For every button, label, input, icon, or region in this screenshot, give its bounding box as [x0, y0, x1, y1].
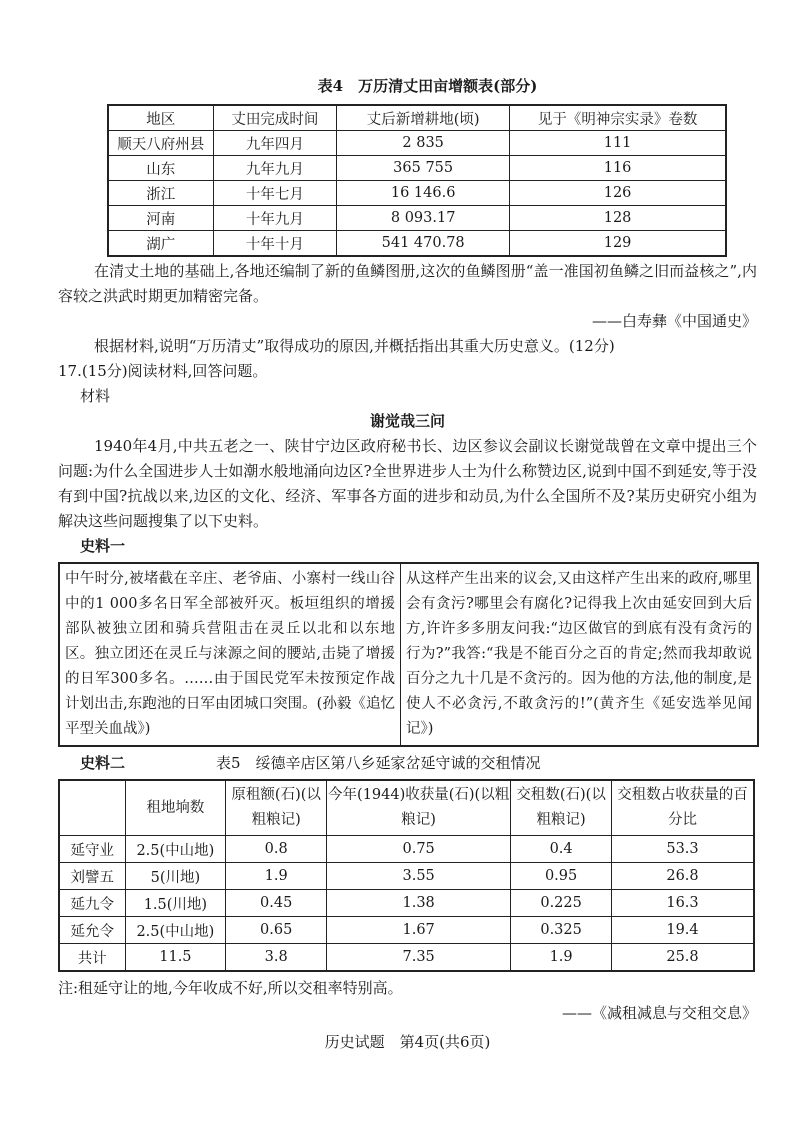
table-cell: 2.5(中山地): [125, 836, 226, 863]
table-row: [108, 131, 726, 156]
table-row: [59, 836, 754, 863]
source1-left: 中午时分,被堵截在辛庄、老爷庙、小寨村一线山谷中的1 000多名日军全部被歼灭。板垣组织的增援部队被独立团和骑兵营阻击在灵丘以北和以东地区。独立团还在灵丘与涞源之间的腰站,击毙了增援的日军300多名。……由于国民党军未按预定作战计划出击,东跑池的日军由团城口突围。(孙毅《追忆平型关血战》): [60, 564, 401, 745]
table-cell: 0.8: [226, 836, 327, 863]
table-header: 今年(1944)收获量(石)(以粗粮记): [327, 780, 511, 836]
q16-question: 根据材料,说明“万历清丈”取得成功的原因,并概括指出其重大历史意义。(12分): [94, 337, 615, 355]
source2-heading: [58, 751, 757, 776]
table-cell: 刘譬五: [59, 863, 125, 890]
table-cell: 1.67: [327, 917, 511, 944]
table-header: 交租数占收获量的百分比: [611, 780, 754, 836]
table-cell: 0.4: [511, 836, 612, 863]
table-cell: 2.5(中山地): [125, 917, 226, 944]
q17-intro: 1940年4月,中共五老之一、陕甘宁边区政府秘书长、边区参议会副议长谢觉哉曾在文章中提出三个问题:为什么全国进步人士如潮水般地涌向边区?全世界进步人士为什么称赞边区,说到中国不到延安,等于没有到中国?抗战以来,边区的文化、经济、军事各方面的进步和动员,为什么全国所不及?某历史研究小组为解决这些问题搜集了以下史料。: [58, 437, 757, 530]
table-header: [59, 780, 125, 836]
page-content: [58, 74, 757, 1055]
table-row: [59, 944, 754, 972]
table-header: 丈后新增耕地(顷): [337, 105, 510, 131]
table-cell: 十年十月: [213, 231, 337, 257]
table-row: [59, 863, 754, 890]
table-cell: 25.8: [611, 944, 754, 972]
source2-label: 史料二: [80, 754, 126, 772]
table-header: 原租额(石)(以粗粮记): [226, 780, 327, 836]
table-cell: 365 755: [337, 156, 510, 181]
table-header: 交租数(石)(以粗粮记): [511, 780, 612, 836]
table-cell: 111: [510, 131, 726, 156]
q16-note-paragraph: 在清丈土地的基础上,各地还编制了新的鱼鳞图册,这次的鱼鳞图册“盖一准国初鱼鳞之旧而益核之”,内容较之洪武时期更加精密完备。: [58, 262, 757, 305]
table-cell: 山东: [108, 156, 213, 181]
table-header-row: [108, 105, 726, 131]
table4: [107, 104, 727, 257]
table5-title: 表5 绥德辛店区第八乡延家岔延守诚的交租情况: [216, 754, 541, 772]
table-cell: 8 093.17: [337, 206, 510, 231]
table-row: [108, 156, 726, 181]
table-cell: 26.8: [611, 863, 754, 890]
table-cell: 延守业: [59, 836, 125, 863]
table-cell: 53.3: [611, 836, 754, 863]
table-header: 见于《明神宗实录》卷数: [510, 105, 726, 131]
q17-header: 17.(15分)阅读材料,回答问题。: [58, 362, 268, 380]
table-cell: 0.45: [226, 890, 327, 917]
table-cell: 顺天八府州县: [108, 131, 213, 156]
table5: [58, 779, 755, 972]
table-cell: 5(川地): [125, 863, 226, 890]
source1-box: [58, 562, 759, 747]
material-title: 谢觉哉三问: [369, 412, 445, 430]
table-cell: 3.8: [226, 944, 327, 972]
table-cell: 0.65: [226, 917, 327, 944]
table-cell: 129: [510, 231, 726, 257]
table-cell: 126: [510, 181, 726, 206]
table-cell: 1.9: [226, 863, 327, 890]
table-cell: 0.75: [327, 836, 511, 863]
table-cell: 0.325: [511, 917, 612, 944]
table-cell: 128: [510, 206, 726, 231]
source1-label: 史料一: [80, 537, 126, 555]
table-cell: 0.95: [511, 863, 612, 890]
table-row: [108, 206, 726, 231]
table-cell: 十年七月: [213, 181, 337, 206]
table5-note: 注:租延守让的地,今年收成不好,所以交租率特别高。: [58, 979, 403, 997]
table-row: [59, 917, 754, 944]
table-cell: 7.35: [327, 944, 511, 972]
table-cell: 河南: [108, 206, 213, 231]
source1-right: 从这样产生出来的议会,又由这样产生出来的政府,哪里会有贪污?哪里会有腐化?记得我上次由延安回到大后方,许许多多朋友问我:“边区做官的到底有没有贪污的行为?”我答:“我是不能百分之百的肯定;然而我却敢说百分之九十几是不贪污的。因为他的方法,他的制度,是使人不必贪污,不敢贪污的!”(黄齐生《延安选举见闻记》): [406, 571, 752, 737]
table-cell: 浙江: [108, 181, 213, 206]
q16-note-source: ——白寿彝《中国通史》: [591, 312, 757, 330]
table-cell: 湖广: [108, 231, 213, 257]
table-cell: 1.38: [327, 890, 511, 917]
table-cell: 1.9: [511, 944, 612, 972]
table-row: [108, 181, 726, 206]
table-cell: 2 835: [337, 131, 510, 156]
table-cell: 1.5(川地): [125, 890, 226, 917]
table-cell: 116: [510, 156, 726, 181]
table-cell: 延允令: [59, 917, 125, 944]
table-cell: 共计: [59, 944, 125, 972]
table-cell: 11.5: [125, 944, 226, 972]
table-cell: 16.3: [611, 890, 754, 917]
table-row: [108, 231, 726, 257]
page-footer: 历史试题 第4页(共6页): [324, 1033, 491, 1051]
material-label: 材料: [80, 387, 111, 405]
table-cell: 十年九月: [213, 206, 337, 231]
table-header: 丈田完成时间: [213, 105, 337, 131]
table-cell: 19.4: [611, 917, 754, 944]
table-header-row: [59, 780, 754, 836]
table-cell: 延九令: [59, 890, 125, 917]
table-cell: 九年九月: [213, 156, 337, 181]
table-cell: 16 146.6: [337, 181, 510, 206]
table-cell: 九年四月: [213, 131, 337, 156]
table-cell: 3.55: [327, 863, 511, 890]
table5-source: ——《减租减息与交租交息》: [561, 1004, 757, 1022]
table4-title: 表4 万历清丈田亩增额表(部分): [317, 77, 538, 95]
table-cell: 541 470.78: [337, 231, 510, 257]
table-row: [59, 890, 754, 917]
table-cell: 0.225: [511, 890, 612, 917]
table-header: 地区: [108, 105, 213, 131]
table-header: 租地垧数: [125, 780, 226, 836]
